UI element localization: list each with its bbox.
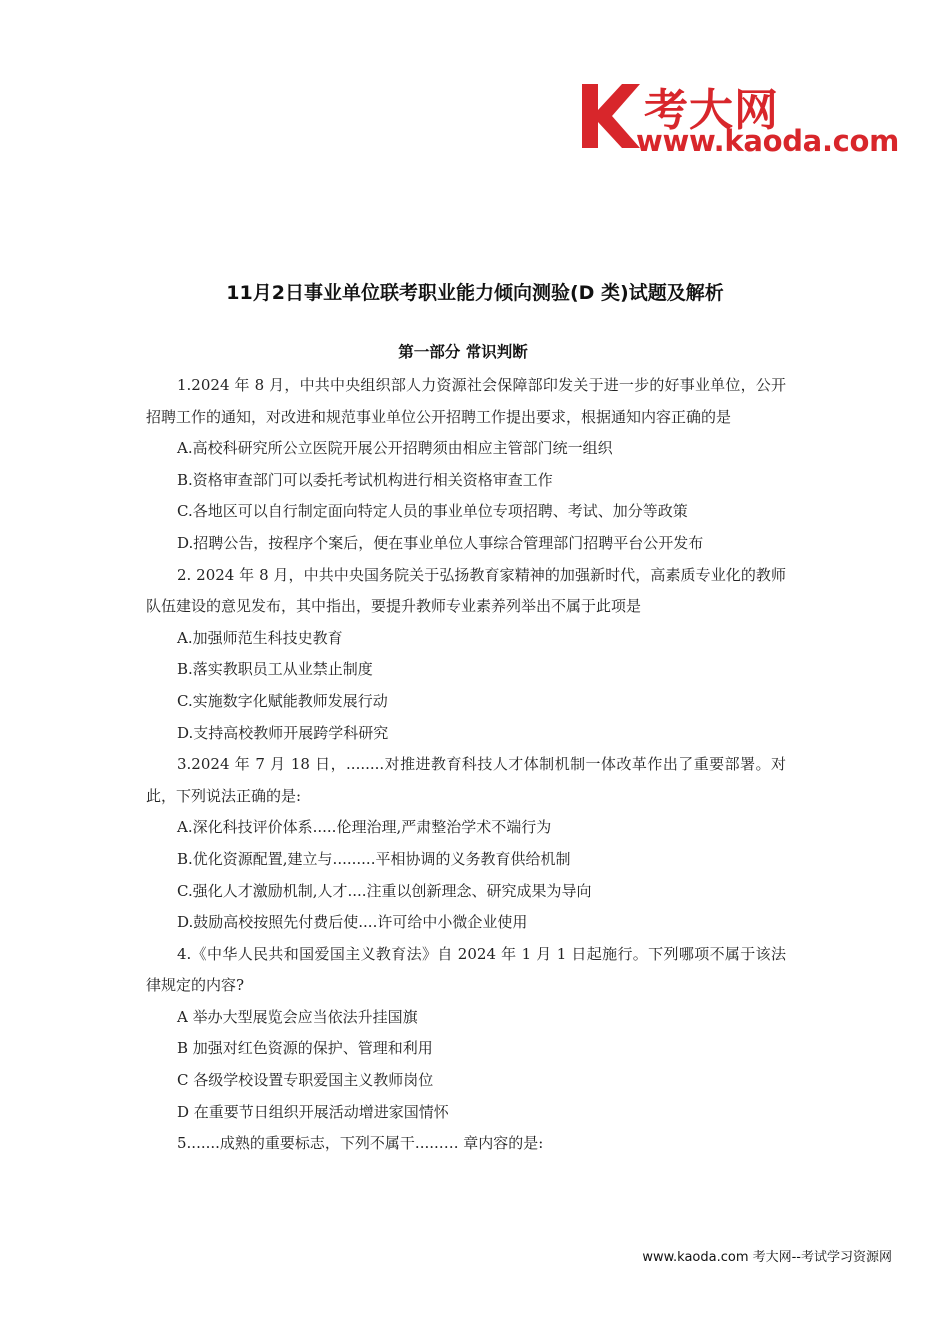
question-4-stem: 4.《中华人民共和国爱国主义教育法》自 2024 年 1 月 1 日起施行。下列哪项不属于该法律规定的内容? (146, 944, 786, 995)
logo-url: www.kaoda.com (636, 124, 900, 158)
question-1-option-a: A.高校科研究所公立医院开展公开招聘须由相应主管部门统一组织 (177, 439, 613, 458)
logo-chinese-name: 考大网 (644, 85, 779, 136)
question-2-option-d: D.支持高校教师开展跨学科研究 (177, 723, 389, 742)
question-1-option-d: D.招聘公告，按程序个案后，便在事业单位人事综合管理部门招聘平台公开发布 (177, 533, 704, 552)
question-4-option-d: D 在重要节日组织开展活动增进家国情怀 (177, 1102, 449, 1121)
question-4-option-a: A 举办大型展览会应当依法升挂国旗 (177, 1007, 418, 1026)
question-3-option-a: A.深化科技评价体系.....伦理治理,严肃整治学术不端行为 (177, 818, 552, 837)
footer-source-link[interactable]: www.kaoda.com 考大网--考试学习资源网 (642, 1250, 892, 1265)
question-1-option-b: B.资格审查部门可以委托考试机构进行相关资格审查工作 (177, 470, 553, 489)
question-3-option-c: C.强化人才激励机制,人才....注重以创新理念、研究成果为导向 (177, 881, 592, 900)
k-logo-icon (578, 80, 642, 152)
question-2-stem: 2. 2024 年 8 月，中共中央国务院关于弘扬教育家精神的加强新时代，高素质专业化的教师队伍建设的意见发布，其中指出，要提升教师专业素养列举出不属于此项是 (146, 565, 786, 616)
kaoda-logo[interactable] (578, 80, 898, 160)
question-1-option-c: C.各地区可以自行制定面向特定人员的事业单位专项招聘、考试、加分等政策 (177, 502, 688, 521)
question-3-option-b: B.优化资源配置,建立与.........平相协调的义务教育供给机制 (177, 849, 571, 868)
question-3-stem: 3.2024 年 7 月 18 日，........对推进教育科技人才体制机制一体改革作出了重要部署。对此，下列说法正确的是: (146, 755, 786, 805)
document-title: 11月2日事业单位联考职业能力倾向测验(D 类)试题及解析 (226, 282, 724, 304)
document-body (146, 370, 786, 1160)
question-2-option-c: C.实施数字化赋能教师发展行动 (177, 691, 388, 710)
question-4-option-b: B 加强对红色资源的保护、管理和利用 (177, 1039, 433, 1058)
question-1-stem: 1.2024 年 8 月，中共中央组织部人力资源社会保障部印发关于进一步的好事业单位，公开招聘工作的通知，对改进和规范事业单位公开招聘工作提出要求，根据通知内容正确的是 (146, 376, 786, 426)
question-2-option-b: B.落实教职员工从业禁止制度 (177, 660, 373, 679)
question-4-option-c: C 各级学校设置专职爱国主义教师岗位 (177, 1071, 434, 1090)
question-5-stem: 5.......成熟的重要标志，下列不属干.....…. 章内容的是: (177, 1134, 544, 1153)
question-3-option-d: D.鼓励高校按照先付费后使....许可给中小微企业使用 (177, 913, 528, 932)
section-title: 第一部分 常识判断 (398, 343, 528, 361)
question-2-option-a: A.加强师范生科技史教育 (177, 628, 343, 647)
